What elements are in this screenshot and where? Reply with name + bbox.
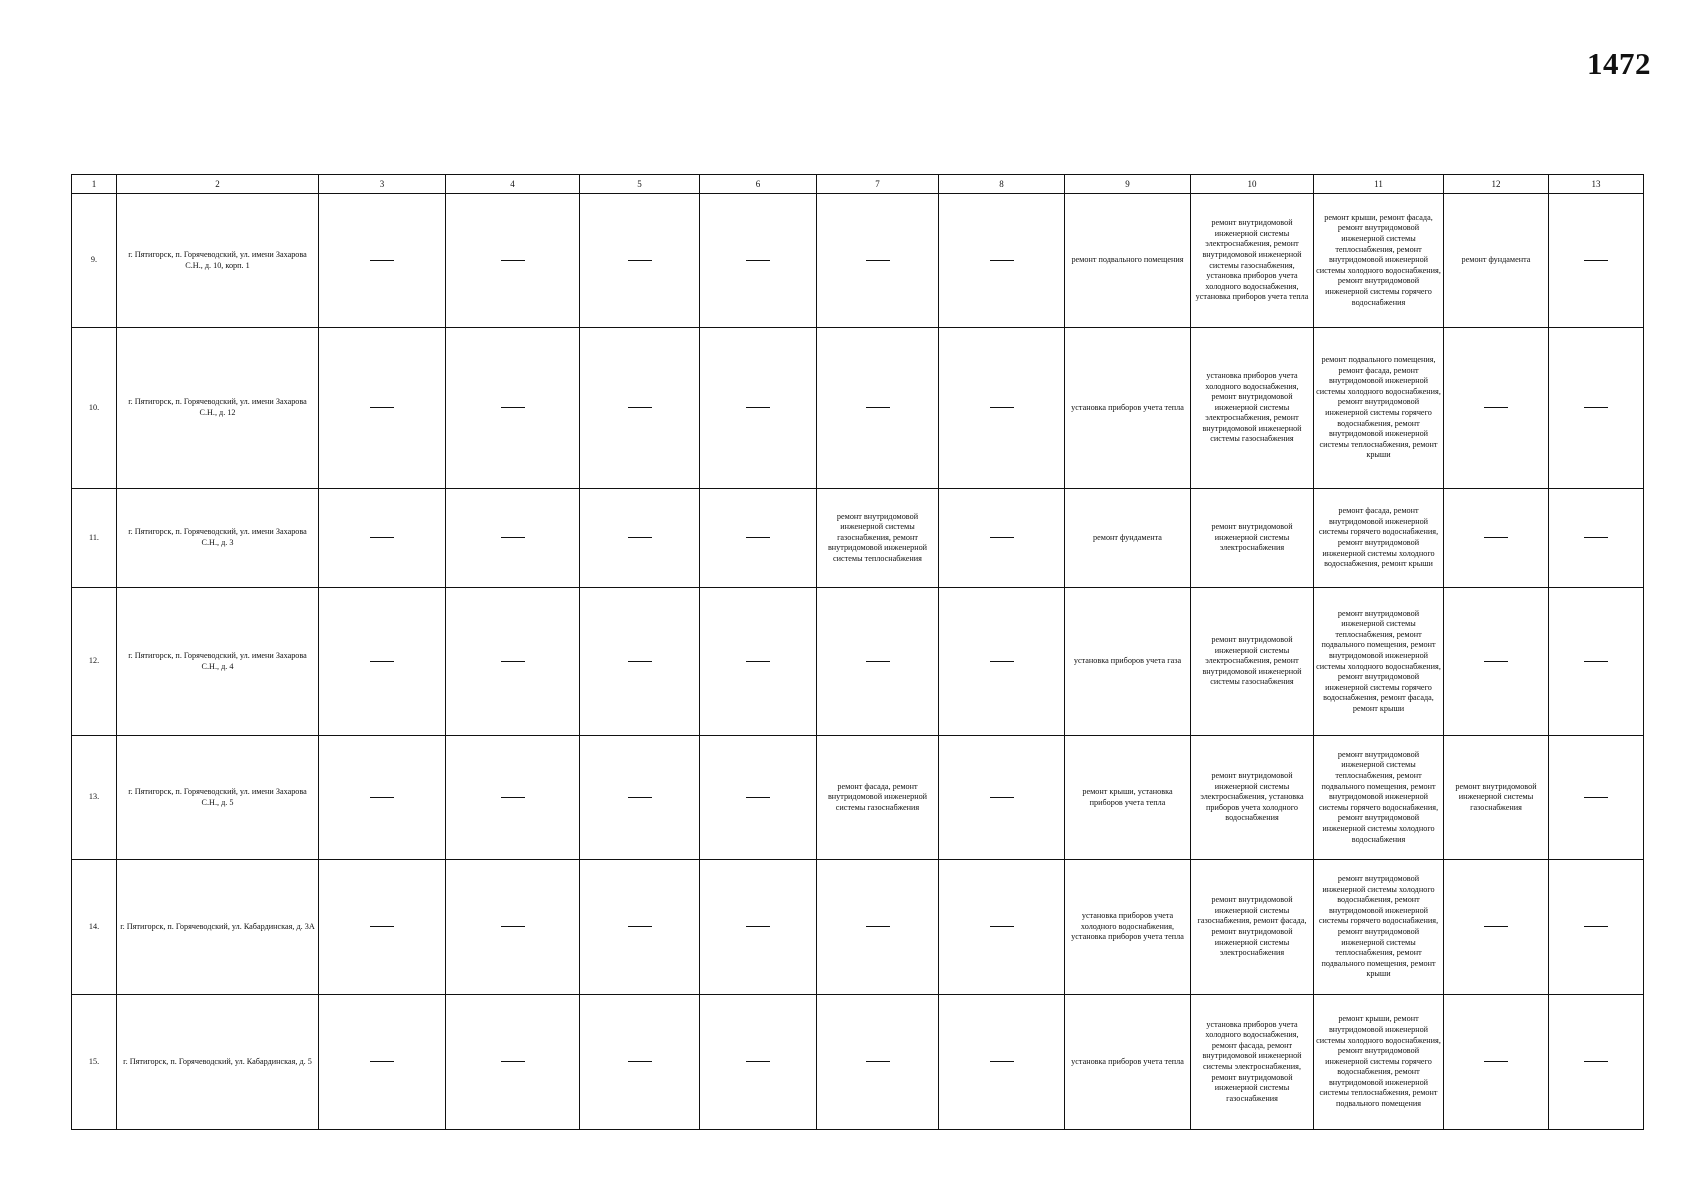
row-number: 11.	[72, 489, 117, 588]
dash-mark	[1584, 1061, 1608, 1062]
dash-mark	[990, 260, 1014, 261]
dash-mark	[746, 407, 770, 408]
empty-cell	[580, 588, 700, 736]
dash-mark	[746, 1061, 770, 1062]
work-cell-col11: ремонт крыши, ремонт фасада, ремонт внутридомовой инженерной системы теплоснабжения, ремонт внутридомовой инженерной системы холодного водоснабжения, ремонт внутридомовой инженерной системы горячего водоснабжения	[1314, 194, 1444, 328]
empty-cell	[446, 328, 580, 489]
empty-cell	[939, 588, 1065, 736]
work-cell-col11: ремонт крыши, ремонт внутридомовой инженерной системы холодного водоснабжения, ремонт внутридомовой инженерной системы горячего водоснабжения, ремонт внутридомовой инженерной системы теплоснабжения, ремонт подвального помещения	[1314, 995, 1444, 1130]
column-header: 11	[1314, 175, 1444, 194]
work-cell-col10: ремонт внутридомовой инженерной системы электроснабжения	[1191, 489, 1314, 588]
repair-schedule-table	[71, 174, 1644, 1130]
dash-mark	[866, 1061, 890, 1062]
dash-mark	[370, 537, 394, 538]
column-header: 2	[117, 175, 319, 194]
row-address: г. Пятигорск, п. Горячеводский, ул. имени Захарова С.Н., д. 12	[117, 328, 319, 489]
row-number: 15.	[72, 995, 117, 1130]
dash-mark	[1484, 661, 1508, 662]
row-address: г. Пятигорск, п. Горячеводский, ул. Кабардинская, д. 5	[117, 995, 319, 1130]
table-row	[72, 736, 1644, 860]
dash-mark	[990, 926, 1014, 927]
dash-mark	[501, 407, 525, 408]
empty-cell	[700, 860, 817, 995]
work-cell-col10: ремонт внутридомовой инженерной системы электроснабжения, ремонт внутридомовой инженерной системы газоснабжения	[1191, 588, 1314, 736]
work-cell-col9: ремонт крыши, установка приборов учета тепла	[1065, 736, 1191, 860]
dash-mark	[990, 407, 1014, 408]
empty-cell	[446, 860, 580, 995]
empty-cell	[1549, 995, 1644, 1130]
column-header: 13	[1549, 175, 1644, 194]
dash-mark	[1584, 407, 1608, 408]
empty-cell	[580, 995, 700, 1130]
column-header: 12	[1444, 175, 1549, 194]
column-header: 9	[1065, 175, 1191, 194]
dash-mark	[1484, 926, 1508, 927]
empty-cell	[580, 489, 700, 588]
column-header: 7	[817, 175, 939, 194]
page-number: 1472	[1587, 46, 1651, 81]
dash-mark	[370, 1061, 394, 1062]
table-row	[72, 328, 1644, 489]
work-cell-col10: ремонт внутридомовой инженерной системы газоснабжения, ремонт фасада, ремонт внутридомовой инженерной системы электроснабжения	[1191, 860, 1314, 995]
row-number: 13.	[72, 736, 117, 860]
column-header: 3	[319, 175, 446, 194]
empty-cell	[1444, 588, 1549, 736]
dash-mark	[866, 661, 890, 662]
empty-cell	[319, 860, 446, 995]
empty-cell	[1444, 860, 1549, 995]
column-header: 10	[1191, 175, 1314, 194]
empty-cell	[817, 194, 939, 328]
dash-mark	[990, 661, 1014, 662]
empty-cell	[319, 328, 446, 489]
dash-mark	[628, 661, 652, 662]
table-row	[72, 995, 1644, 1130]
dash-mark	[990, 797, 1014, 798]
column-header: 4	[446, 175, 580, 194]
dash-mark	[1584, 926, 1608, 927]
row-address: г. Пятигорск, п. Горячеводский, ул. Кабардинская, д. 3А	[117, 860, 319, 995]
dash-mark	[501, 661, 525, 662]
dash-mark	[990, 537, 1014, 538]
work-cell-col7: ремонт фасада, ремонт внутридомовой инженерной системы газоснабжения	[817, 736, 939, 860]
dash-mark	[1584, 537, 1608, 538]
work-cell-col7: ремонт внутридомовой инженерной системы газоснабжения, ремонт внутридомовой инженерной системы теплоснабжения	[817, 489, 939, 588]
dash-mark	[866, 260, 890, 261]
dash-mark	[501, 1061, 525, 1062]
work-cell-col11: ремонт внутридомовой инженерной системы холодного водоснабжения, ремонт внутридомовой инженерной системы горячего водоснабжения, ремонт внутридомовой инженерной системы теплоснабжения, ремонт подвального помещения, ремонт крыши	[1314, 860, 1444, 995]
dash-mark	[866, 407, 890, 408]
dash-mark	[1484, 537, 1508, 538]
empty-cell	[319, 588, 446, 736]
empty-cell	[1444, 328, 1549, 489]
row-number: 10.	[72, 328, 117, 489]
empty-cell	[1549, 588, 1644, 736]
dash-mark	[746, 260, 770, 261]
work-cell-col12: ремонт внутридомовой инженерной системы газоснабжения	[1444, 736, 1549, 860]
work-cell-col12: ремонт фундамента	[1444, 194, 1549, 328]
row-number: 12.	[72, 588, 117, 736]
work-cell-col9: ремонт подвального помещения	[1065, 194, 1191, 328]
work-cell-col10: установка приборов учета холодного водоснабжения, ремонт фасада, ремонт внутридомовой инженерной системы электроснабжения, ремонт внутридомовой инженерной системы газоснабжения	[1191, 995, 1314, 1130]
empty-cell	[446, 995, 580, 1130]
dash-mark	[628, 926, 652, 927]
work-cell-col9: установка приборов учета тепла	[1065, 328, 1191, 489]
dash-mark	[628, 797, 652, 798]
empty-cell	[939, 995, 1065, 1130]
empty-cell	[939, 489, 1065, 588]
row-number: 9.	[72, 194, 117, 328]
dash-mark	[746, 537, 770, 538]
dash-mark	[628, 537, 652, 538]
empty-cell	[446, 489, 580, 588]
empty-cell	[939, 328, 1065, 489]
column-header: 8	[939, 175, 1065, 194]
dash-mark	[370, 407, 394, 408]
row-address: г. Пятигорск, п. Горячеводский, ул. имени Захарова С.Н., д. 10, корп. 1	[117, 194, 319, 328]
empty-cell	[939, 860, 1065, 995]
dash-mark	[370, 260, 394, 261]
empty-cell	[1549, 736, 1644, 860]
dash-mark	[1584, 661, 1608, 662]
work-cell-col11: ремонт фасада, ремонт внутридомовой инженерной системы горячего водоснабжения, ремонт внутридомовой инженерной системы холодного водоснабжения, ремонт крыши	[1314, 489, 1444, 588]
empty-cell	[817, 995, 939, 1130]
empty-cell	[319, 995, 446, 1130]
dash-mark	[866, 926, 890, 927]
empty-cell	[580, 194, 700, 328]
empty-cell	[817, 860, 939, 995]
work-cell-col9: ремонт фундамента	[1065, 489, 1191, 588]
empty-cell	[446, 588, 580, 736]
work-cell-col9: установка приборов учета газа	[1065, 588, 1191, 736]
dash-mark	[628, 1061, 652, 1062]
table-row	[72, 489, 1644, 588]
empty-cell	[319, 489, 446, 588]
dash-mark	[370, 926, 394, 927]
empty-cell	[580, 328, 700, 489]
empty-cell	[446, 194, 580, 328]
dash-mark	[1584, 260, 1608, 261]
table-row	[72, 588, 1644, 736]
dash-mark	[746, 661, 770, 662]
dash-mark	[370, 797, 394, 798]
dash-mark	[1484, 1061, 1508, 1062]
dash-mark	[746, 797, 770, 798]
dash-mark	[1584, 797, 1608, 798]
empty-cell	[1549, 489, 1644, 588]
empty-cell	[700, 328, 817, 489]
column-header: 6	[700, 175, 817, 194]
dash-mark	[370, 661, 394, 662]
empty-cell	[1444, 995, 1549, 1130]
work-cell-col9: установка приборов учета холодного водоснабжения, установка приборов учета тепла	[1065, 860, 1191, 995]
work-cell-col10: установка приборов учета холодного водоснабжения, ремонт внутридомовой инженерной системы электроснабжения, ремонт внутридомовой инженерной системы газоснабжения	[1191, 328, 1314, 489]
work-cell-col9: установка приборов учета тепла	[1065, 995, 1191, 1130]
empty-cell	[580, 736, 700, 860]
dash-mark	[628, 407, 652, 408]
empty-cell	[939, 194, 1065, 328]
dash-mark	[990, 1061, 1014, 1062]
empty-cell	[1549, 860, 1644, 995]
work-cell-col11: ремонт внутридомовой инженерной системы теплоснабжения, ремонт подвального помещения, ремонт внутридомовой инженерной системы горячего водоснабжения, ремонт внутридомовой инженерной системы холодного водоснабжения	[1314, 736, 1444, 860]
empty-cell	[939, 736, 1065, 860]
empty-cell	[700, 995, 817, 1130]
work-cell-col11: ремонт подвального помещения, ремонт фасада, ремонт внутридомовой инженерной системы холодного водоснабжения, ремонт внутридомовой инженерной системы горячего водоснабжения, ремонт внутридомовой инженерной системы теплоснабжения, ремонт крыши	[1314, 328, 1444, 489]
dash-mark	[746, 926, 770, 927]
column-number-row	[72, 175, 1644, 194]
empty-cell	[700, 588, 817, 736]
dash-mark	[501, 797, 525, 798]
empty-cell	[319, 194, 446, 328]
dash-mark	[501, 926, 525, 927]
empty-cell	[1444, 489, 1549, 588]
row-address: г. Пятигорск, п. Горячеводский, ул. имени Захарова С.Н., д. 5	[117, 736, 319, 860]
empty-cell	[1549, 194, 1644, 328]
dash-mark	[1484, 407, 1508, 408]
work-cell-col11: ремонт внутридомовой инженерной системы теплоснабжения, ремонт подвального помещения, ремонт внутридомовой инженерной системы холодного водоснабжения, ремонт внутридомовой инженерной системы горячего водоснабжения, ремонт фасада, ремонт крыши	[1314, 588, 1444, 736]
work-cell-col10: ремонт внутридомовой инженерной системы электроснабжения, установка приборов учета холодного водоснабжения	[1191, 736, 1314, 860]
empty-cell	[580, 860, 700, 995]
empty-cell	[446, 736, 580, 860]
work-cell-col10: ремонт внутридомовой инженерной системы электроснабжения, ремонт внутридомовой инженерной системы газоснабжения, установка приборов учета холодного водоснабжения, установка приборов учета тепла	[1191, 194, 1314, 328]
empty-cell	[817, 588, 939, 736]
row-address: г. Пятигорск, п. Горячеводский, ул. имени Захарова С.Н., д. 4	[117, 588, 319, 736]
empty-cell	[1549, 328, 1644, 489]
empty-cell	[319, 736, 446, 860]
empty-cell	[700, 736, 817, 860]
column-header: 5	[580, 175, 700, 194]
column-header: 1	[72, 175, 117, 194]
table-row	[72, 860, 1644, 995]
dash-mark	[628, 260, 652, 261]
empty-cell	[817, 328, 939, 489]
row-number: 14.	[72, 860, 117, 995]
table-row	[72, 194, 1644, 328]
empty-cell	[700, 489, 817, 588]
dash-mark	[501, 260, 525, 261]
empty-cell	[700, 194, 817, 328]
dash-mark	[501, 537, 525, 538]
row-address: г. Пятигорск, п. Горячеводский, ул. имени Захарова С.Н., д. 3	[117, 489, 319, 588]
